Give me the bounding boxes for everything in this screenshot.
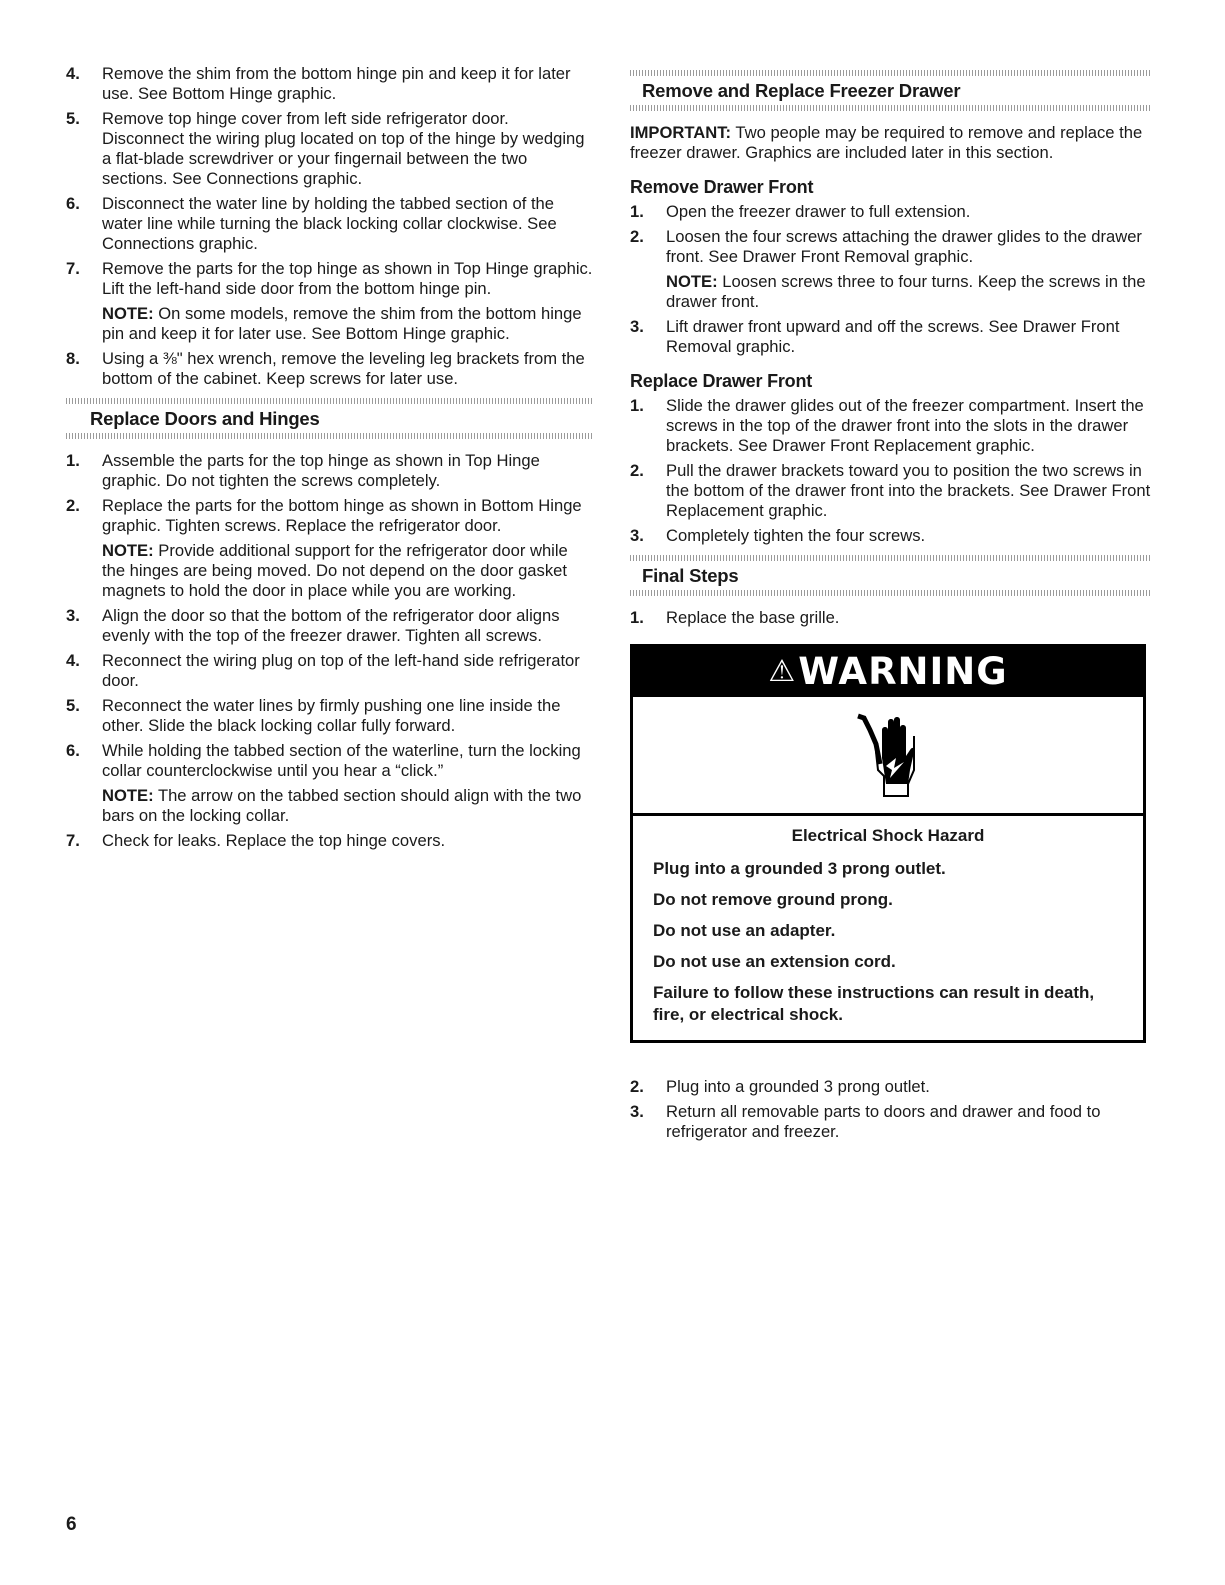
list-item: 3. Return all removable parts to doors and drawer and food to refrigerator and freezer. bbox=[630, 1102, 1101, 1141]
warning-line: Do not use an extension cord. bbox=[653, 952, 896, 971]
warning-line: Do not remove ground prong. bbox=[653, 890, 893, 909]
electrical-shock-hand-icon bbox=[633, 697, 1143, 816]
final-steps bbox=[630, 608, 1152, 628]
hazard-title: Electrical Shock Hazard bbox=[791, 826, 985, 845]
list-item: 3. Align the door so that the bottom of the refrigerator door aligns evenly with the top of the freezer drawer. Tighten all screws. bbox=[66, 606, 560, 645]
warning-header: ⚠WARNING bbox=[633, 647, 1143, 697]
list-item: 5. Reconnect the water lines by firmly pushing one line inside the other. Slide the black locking collar fully forward. bbox=[66, 696, 561, 735]
right-column bbox=[630, 64, 1152, 1147]
warning-triangle-icon: ⚠ bbox=[768, 654, 797, 689]
section-rule bbox=[66, 398, 594, 404]
remove-drawer-heading: Remove Drawer Front bbox=[630, 177, 814, 197]
note: NOTE: Loosen screws three to four turns. Keep the screws in the drawer front. bbox=[666, 272, 1146, 311]
list-item: 1. Open the freezer drawer to full extension. bbox=[630, 202, 971, 221]
section-title: Remove and Replace Freezer Drawer bbox=[642, 80, 961, 101]
list-item: 4. Remove the shim from the bottom hinge pin and keep it for later use. See Bottom Hinge graphic. bbox=[66, 64, 571, 103]
list-item: 1. Replace the base grille. bbox=[630, 608, 840, 627]
warning-line: Plug into a grounded 3 prong outlet. bbox=[653, 859, 946, 878]
note: NOTE: On some models, remove the shim from the bottom hinge pin and keep it for later use. See Bottom Hinge graphic. bbox=[102, 304, 582, 343]
list-item: 7. Remove the parts for the top hinge as shown in Top Hinge graphic. Lift the left-hand side door from the bottom hinge pin. NOTE: On some models, remove the shim from the bottom hinge pin and keep it for later use. See Bottom Hinge graphic. bbox=[66, 259, 593, 343]
warning-line: Failure to follow these instructions can result in death, fire, or electrical shock. bbox=[653, 983, 1095, 1024]
list-item: 6. While holding the tabbed section of the waterline, turn the locking collar counterclockwise until you hear a “click.” NOTE: The arrow on the tabbed section should align with the two bars on the locking collar. bbox=[66, 741, 594, 826]
hinge-removal-steps bbox=[66, 64, 594, 389]
warning-line: Do not use an adapter. bbox=[653, 921, 836, 940]
section-rule bbox=[630, 70, 1152, 76]
warning-body bbox=[633, 816, 1143, 1040]
section-header bbox=[630, 70, 1152, 111]
list-item: 2. Replace the parts for the bottom hinge as shown in Bottom Hinge graphic. Tighten screws. Replace the refrigerator door. NOTE: Provide additional support for the refrigerator door while the hinges are being moved. Do not depend on the door gasket magnets to hold the door in place while you are working. bbox=[66, 496, 594, 601]
list-item: 7. Check for leaks. Replace the top hinge covers. bbox=[66, 831, 446, 850]
page-number: 6 bbox=[66, 1514, 77, 1535]
list-item: 6. Disconnect the water line by holding the tabbed section of the water line while turning the black locking collar clockwise. See Connections graphic. bbox=[66, 194, 557, 253]
warning-box bbox=[630, 644, 1146, 1043]
section-rule bbox=[630, 105, 1152, 111]
list-item: 2. Loosen the four screws attaching the drawer glides to the drawer front. See Drawer Front Removal graphic. NOTE: Loosen screws three to four turns. Keep the screws in the drawer front. bbox=[630, 227, 1152, 312]
list-item: 2. Plug into a grounded 3 prong outlet. bbox=[630, 1077, 930, 1096]
list-item: 8. Using a ⅜" hex wrench, remove the leveling leg brackets from the bottom of the cabinet. Keep screws for later use. bbox=[66, 349, 585, 388]
note: NOTE: Provide additional support for the refrigerator door while the hinges are being moved. Do not depend on the door gasket magnets to hold the door in place while you are working. bbox=[102, 541, 568, 600]
replace-doors-steps bbox=[66, 451, 594, 851]
section-rule bbox=[66, 433, 594, 439]
replace-drawer-heading: Replace Drawer Front bbox=[630, 371, 813, 391]
list-item: 5. Remove top hinge cover from left side refrigerator door. Disconnect the wiring plug located on top of the hinge by wedging a flat-blade screwdriver or your fingernail between the two sections. See Connections graphic. bbox=[66, 109, 585, 188]
list-item: 1. Slide the drawer glides out of the freezer compartment. Insert the screws in the top of the drawer front into the slots in the drawer brackets. See Drawer Front Replacement graphic. bbox=[630, 396, 1144, 455]
remove-drawer-steps bbox=[630, 202, 1152, 357]
list-item: 3. Completely tighten the four screws. bbox=[630, 526, 926, 545]
note: NOTE: The arrow on the tabbed section should align with the two bars on the locking collar. bbox=[102, 786, 582, 825]
section-title: Replace Doors and Hinges bbox=[90, 408, 320, 429]
section-rule bbox=[630, 555, 1152, 561]
section-header bbox=[66, 398, 594, 439]
section-title: Final Steps bbox=[642, 565, 739, 586]
list-item: 4. Reconnect the wiring plug on top of the left-hand side refrigerator door. bbox=[66, 651, 580, 690]
section-rule bbox=[630, 590, 1152, 596]
list-item: 1. Assemble the parts for the top hinge as shown in Top Hinge graphic. Do not tighten the screws completely. bbox=[66, 451, 540, 490]
final-steps-continued bbox=[630, 1077, 1152, 1142]
replace-drawer-steps bbox=[630, 396, 1152, 546]
list-item: 2. Pull the drawer brackets toward you to position the two screws in the bottom of the drawer front into the brackets. See Drawer Front Replacement graphic. bbox=[630, 461, 1151, 520]
left-column bbox=[66, 64, 594, 856]
list-item: 3. Lift drawer front upward and off the screws. See Drawer Front Removal graphic. bbox=[630, 317, 1120, 356]
important-paragraph: IMPORTANT: Two people may be required to remove and replace the freezer drawer. Graphics are included later in this section. bbox=[630, 123, 1143, 162]
section-header bbox=[630, 555, 1152, 596]
